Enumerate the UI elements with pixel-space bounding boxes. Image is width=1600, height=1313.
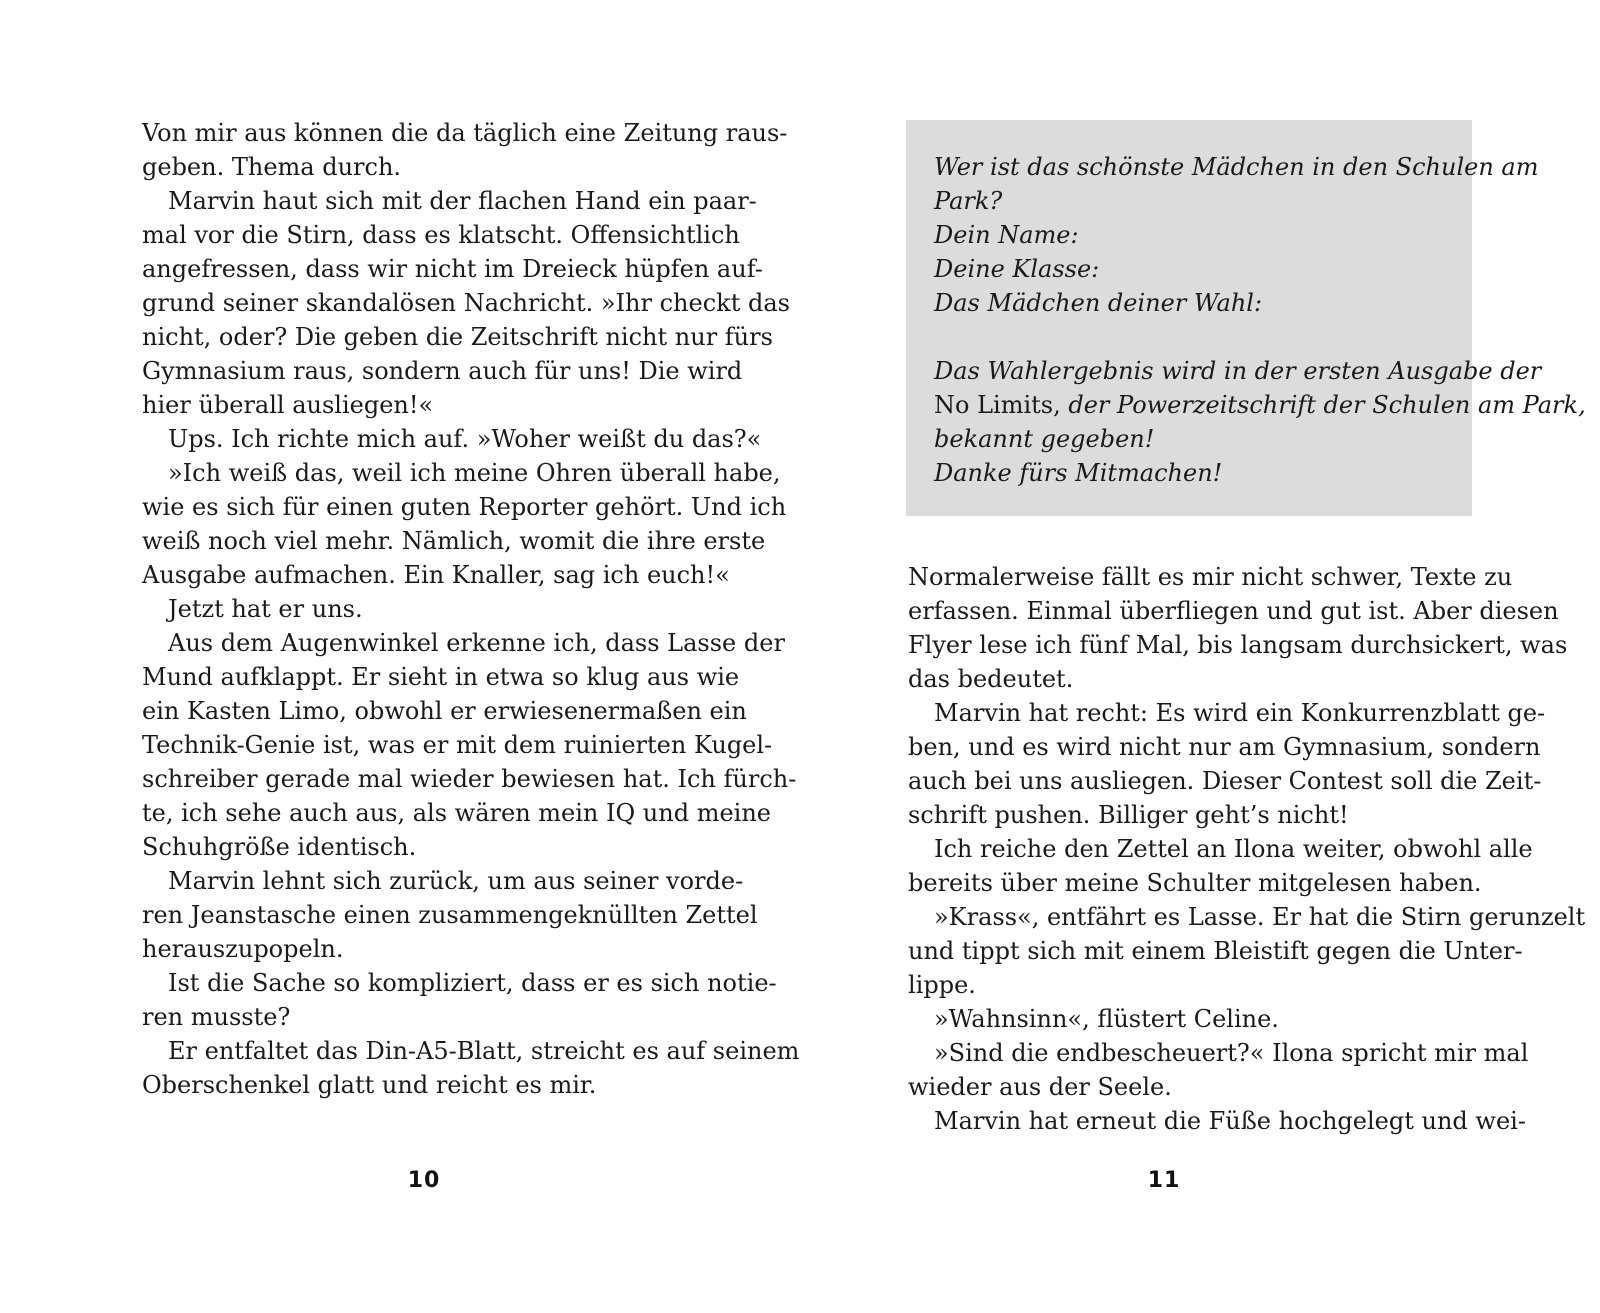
text-line: schreiber gerade mal wieder bewiesen hat. Ich fürch- [142, 765, 797, 793]
text-line: auch bei uns ausliegen. Dieser Contest soll die Zeit- [908, 767, 1542, 795]
left-page-body-text [142, 116, 800, 1102]
text-line: »Wahnsinn«, flüstert Celine. [934, 1005, 1279, 1033]
text-line: Ups. Ich richte mich auf. »Woher weißt du das?« [168, 425, 762, 453]
text-line: wieder aus der Seele. [908, 1073, 1172, 1101]
text-line: Marvin hat erneut die Füße hochgelegt und wei- [934, 1107, 1526, 1135]
text-line: Mund aufklappt. Er sieht in etwa so klug aus wie [142, 663, 740, 691]
text-line: »Sind die endbescheuert?« Ilona spricht mir mal [934, 1039, 1529, 1067]
text-line: das bedeutet. [908, 665, 1074, 693]
text-line: te, ich sehe auch aus, als wären mein IQ und meine [142, 799, 772, 827]
text-line: Marvin lehnt sich zurück, um aus seiner vorde- [168, 867, 744, 895]
text-line: Er entfaltet das Din-A5-Blatt, streicht es auf seinem [168, 1037, 800, 1065]
text-line: ren Jeanstasche einen zusammengeknüllten Zettel [142, 901, 758, 929]
text-line: Marvin haut sich mit der flachen Hand ein paar- [168, 187, 757, 215]
flyer-text [934, 150, 1586, 490]
flyer-blank-line [934, 320, 1446, 354]
flyer-line: Deine Klasse: [934, 255, 1100, 283]
magazine-title: No Limits, [934, 391, 1061, 419]
text-line: bereits über meine Schulter mitgelesen haben. [908, 869, 1482, 897]
right-page [800, 0, 1600, 1313]
text-line: wie es sich für einen guten Reporter gehört. Und ich [142, 493, 787, 521]
text-line: lippe. [908, 971, 976, 999]
text-line: nicht, oder? Die geben die Zeitschrift nicht nur fürs [142, 323, 773, 351]
text-line: angefressen, dass wir nicht im Dreieck hüpfen auf- [142, 255, 763, 283]
flyer-line: Park? [934, 187, 1003, 215]
text-line: geben. Thema durch. [142, 153, 402, 181]
text-line: »Ich weiß das, weil ich meine Ohren überall habe, [168, 459, 781, 487]
text-line: Normalerweise fällt es mir nicht schwer, Texte zu [908, 563, 1513, 591]
flyer-line: Das Mädchen deiner Wahl: [934, 289, 1263, 317]
flyer-line-magazine [934, 388, 1586, 422]
text-line: Technik-Genie ist, was er mit dem ruinierten Kugel- [142, 731, 773, 759]
right-page-body-text [908, 560, 1586, 1138]
flyer-line-rest: der Powerzeitschrift der Schulen am Park, [1060, 391, 1586, 419]
text-line: Ausgabe aufmachen. Ein Knaller, sag ich euch!« [142, 561, 730, 589]
text-line: und tippt sich mit einem Bleistift gegen die Unter- [908, 937, 1523, 965]
text-line: Jetzt hat er uns. [168, 595, 363, 623]
text-line: herauszupopeln. [142, 935, 344, 963]
text-line: ben, und es wird nicht nur am Gymnasium, sondern [908, 733, 1541, 761]
flyer-line: Wer ist das schönste Mädchen in den Schulen am [934, 153, 1539, 181]
text-line: schrift pushen. Billiger geht’s nicht! [908, 801, 1349, 829]
flyer-line: Dein Name: [934, 221, 1079, 249]
text-line: weiß noch viel mehr. Nämlich, womit die ihre erste [142, 527, 766, 555]
flyer-line: bekannt gegeben! [934, 425, 1155, 453]
flyer-line: Danke fürs Mitmachen! [934, 459, 1223, 487]
text-line: »Krass«, entfährt es Lasse. Er hat die Stirn gerunzelt [934, 903, 1586, 931]
text-line: erfassen. Einmal überfliegen und gut ist. Aber diesen [908, 597, 1559, 625]
text-line: ein Kasten Limo, obwohl er erwiesenermaßen ein [142, 697, 747, 725]
text-line: Flyer lese ich fünf Mal, bis langsam durchsickert, was [908, 631, 1568, 659]
text-line: Ich reiche den Zettel an Ilona weiter, obwohl alle [934, 835, 1533, 863]
text-line: grund seiner skandalösen Nachricht. »Ihr checkt das [142, 289, 790, 317]
text-line: Ist die Sache so kompliziert, dass er es sich notie- [168, 969, 777, 997]
page-number-left: 10 [407, 1168, 441, 1193]
text-line: Oberschenkel glatt und reicht es mir. [142, 1071, 597, 1099]
page-number-right: 11 [1147, 1168, 1181, 1193]
text-line: Aus dem Augenwinkel erkenne ich, dass Lasse der [168, 629, 785, 657]
text-line: Gymnasium raus, sondern auch für uns! Die wird [142, 357, 743, 385]
text-line: hier überall ausliegen!« [142, 391, 434, 419]
text-line: Marvin hat recht: Es wird ein Konkurrenzblatt ge- [934, 699, 1546, 727]
text-line: mal vor die Stirn, dass es klatscht. Offensichtlich [142, 221, 740, 249]
text-line: ren musste? [142, 1003, 291, 1031]
text-line: Von mir aus können die da täglich eine Zeitung raus- [142, 119, 788, 147]
text-line: Schuhgröße identisch. [142, 833, 417, 861]
flyer-line: Das Wahlergebnis wird in der ersten Ausgabe der [934, 357, 1542, 385]
flyer-box [906, 120, 1586, 516]
